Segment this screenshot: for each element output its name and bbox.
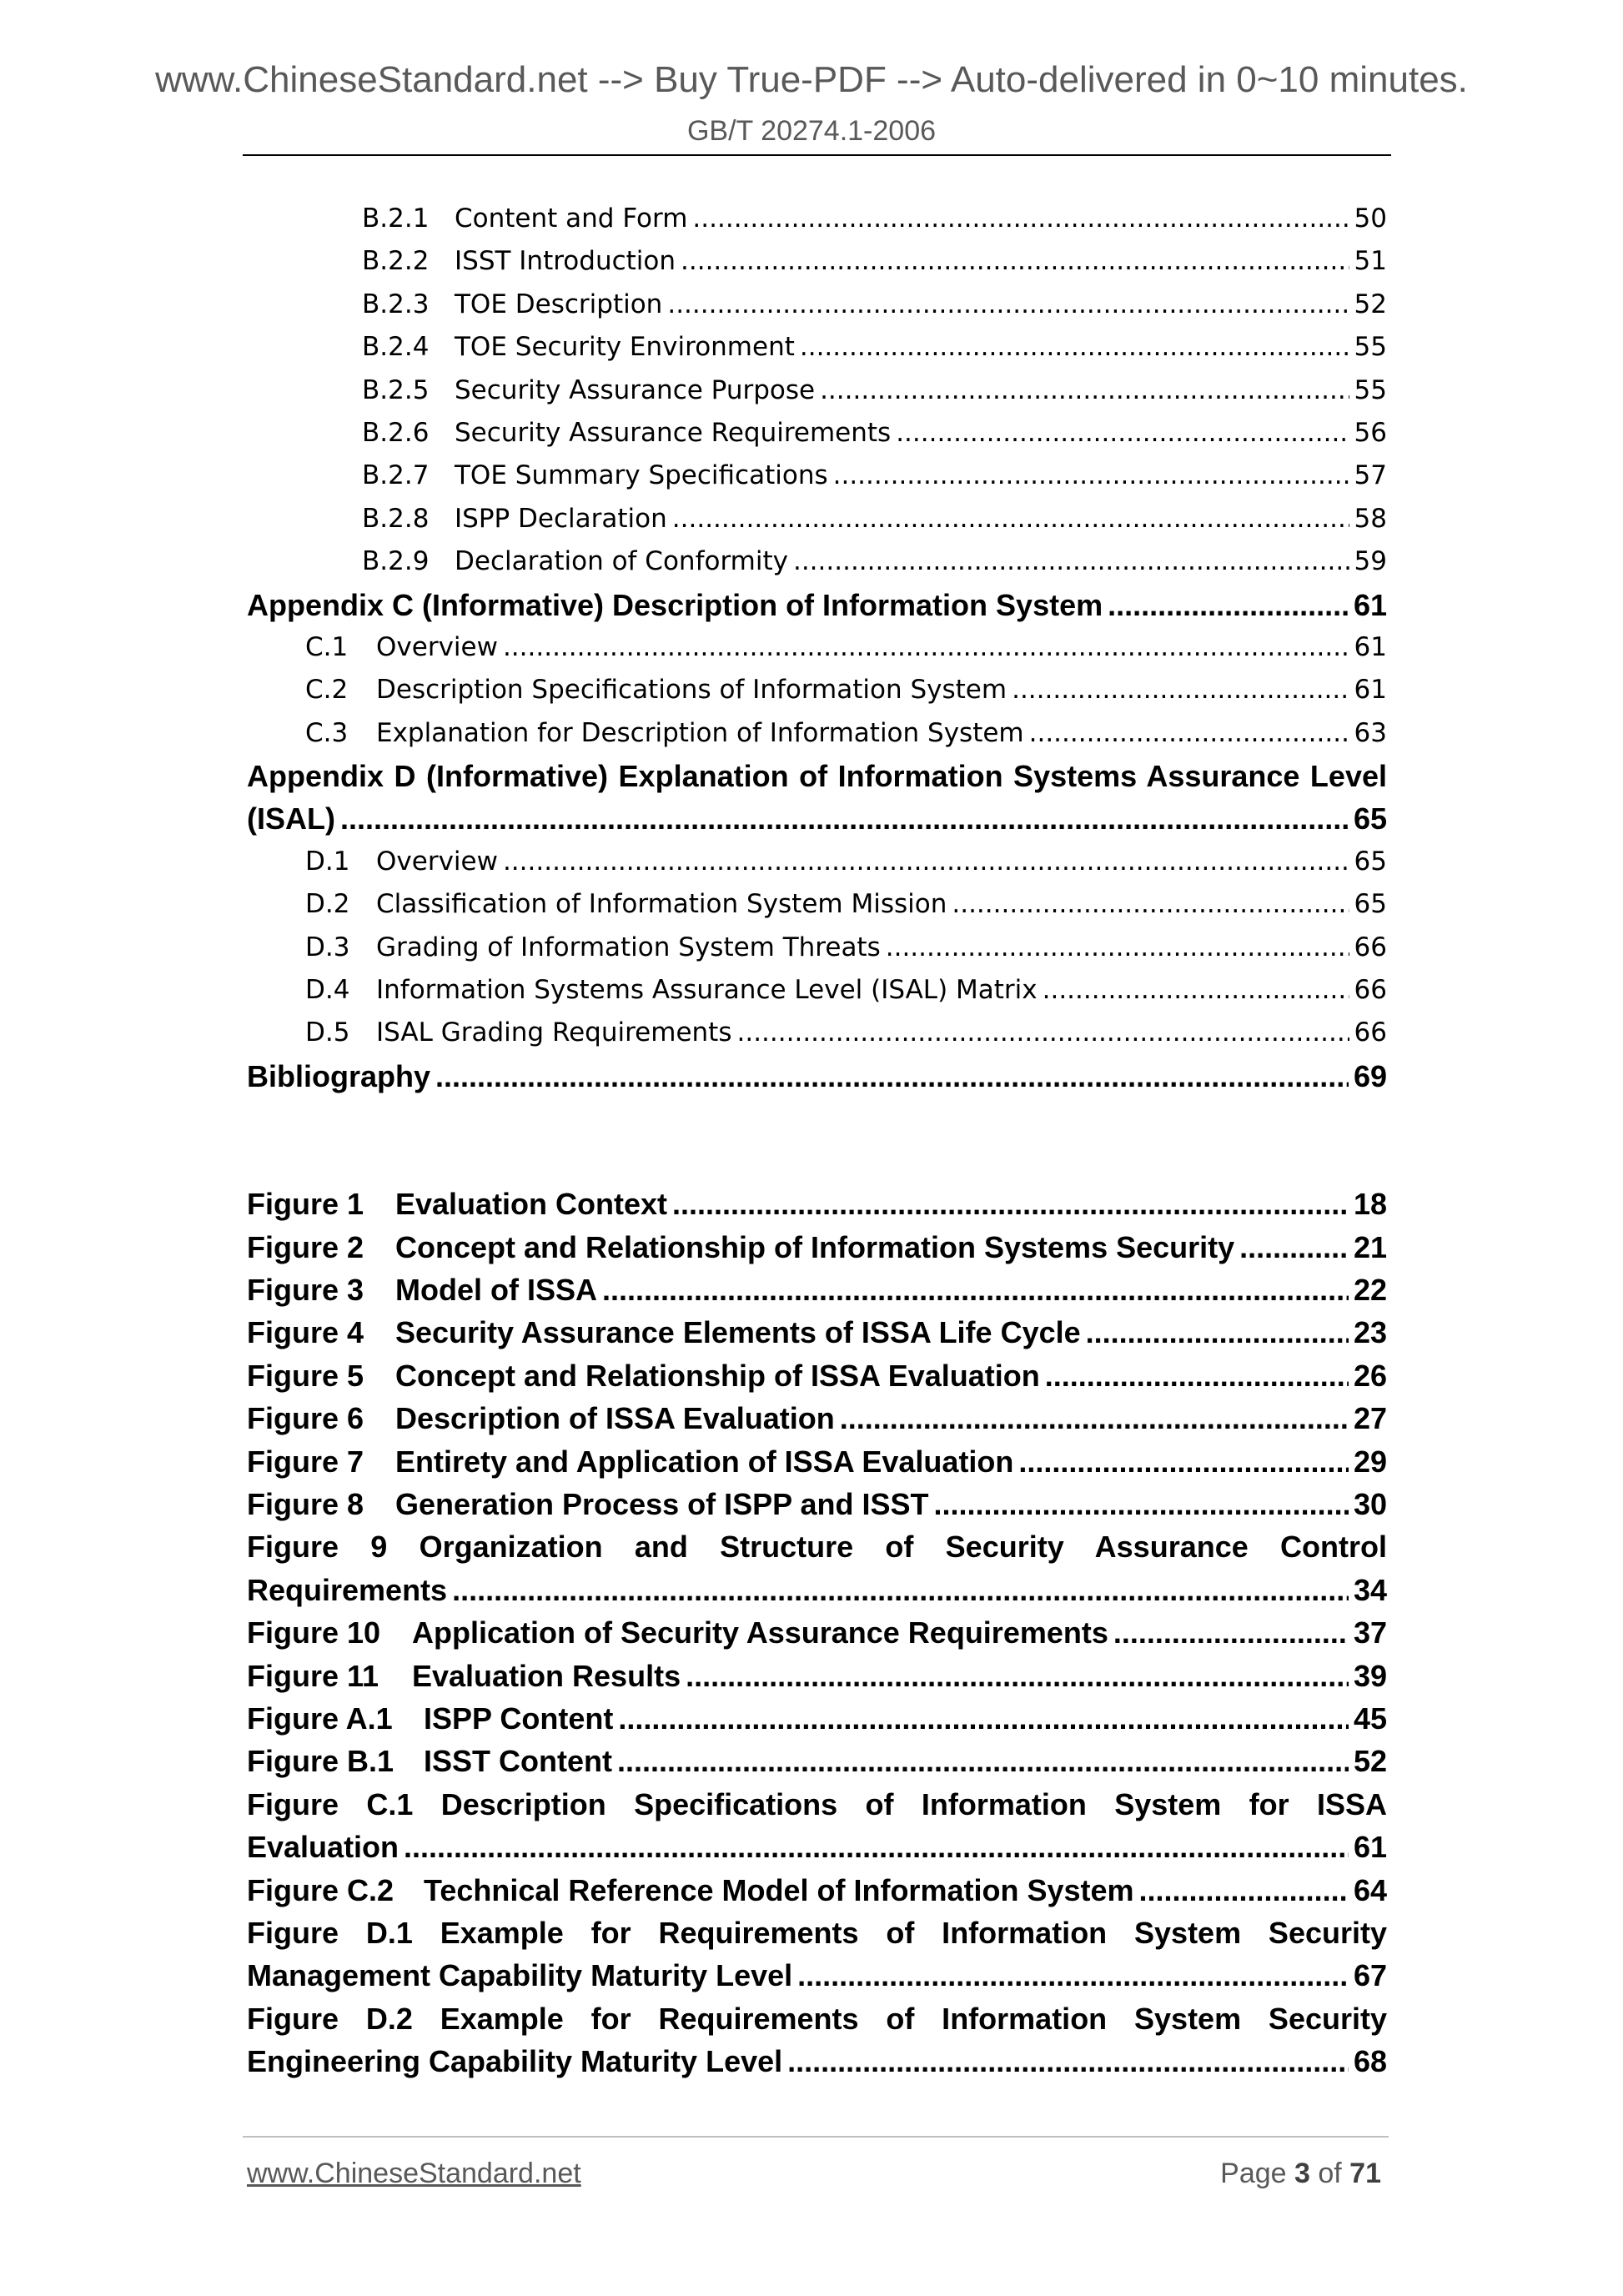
toc-entry-number: B.2.9 xyxy=(362,546,430,577)
leader-dots xyxy=(787,2040,1349,2082)
figure-title: Generation Process of ISPP and ISST xyxy=(395,1486,929,1521)
toc-entry[interactable] xyxy=(247,927,1387,969)
toc-entry-title: Bibliography xyxy=(247,1058,431,1093)
figure-entry[interactable] xyxy=(247,1226,1387,1269)
toc-entry-title: Information Systems Assurance Level (ISAL) Matrix xyxy=(376,975,1038,1006)
figure-label: Figure 3 xyxy=(247,1273,364,1308)
leader-dots xyxy=(800,326,1349,369)
toc-entry-title: Appendix C (Informative) Description of Information System xyxy=(247,587,1103,622)
page-prefix: Page xyxy=(1220,2158,1294,2189)
figure-page: 30 xyxy=(1353,1486,1387,1521)
toc-entry[interactable] xyxy=(247,1012,1387,1054)
leader-dots xyxy=(1239,1226,1349,1269)
figure-title: Concept and Relationship of Information Systems Security xyxy=(395,1229,1235,1264)
toc-entry-number: B.2.1 xyxy=(362,203,430,234)
toc-entry-title: ISPP Declaration xyxy=(455,503,667,534)
figure-title: Technical Reference Model of Information System xyxy=(424,1872,1134,1907)
figure-entry[interactable] xyxy=(247,1483,1387,1525)
toc-entry[interactable] xyxy=(247,198,1387,240)
leader-dots xyxy=(602,1269,1349,1311)
leader-dots xyxy=(617,1740,1349,1782)
toc-entry[interactable] xyxy=(247,284,1387,326)
leader-dots xyxy=(833,455,1349,497)
toc-entry-page: 52 xyxy=(1354,289,1387,319)
figure-label: Figure C.2 xyxy=(247,1872,394,1907)
figure-label: Figure 11 xyxy=(247,1658,379,1693)
figure-label: Figure A.1 xyxy=(247,1701,393,1736)
leader-dots xyxy=(340,797,1349,840)
footer-site-link[interactable]: www.ChineseStandard.net xyxy=(247,2158,581,2189)
leader-dots xyxy=(1086,1311,1349,1354)
figure-title: Figure D.1 Example for Requirements of Information System Security xyxy=(247,1915,1387,1950)
toc-entry-title: Content and Form xyxy=(455,203,688,234)
leader-dots xyxy=(672,498,1349,540)
figure-title-cont: Requirements xyxy=(247,1572,448,1607)
figure-title: Figure C.1 Description Specifications of Information System for ISSA xyxy=(247,1786,1387,1821)
figure-page: 22 xyxy=(1353,1273,1387,1308)
toc-entry-page: 57 xyxy=(1354,460,1387,491)
figure-title: Figure D.2 Example for Requirements of Information System Security xyxy=(247,2001,1387,2036)
toc-appendix-c[interactable] xyxy=(247,584,1387,626)
figure-title: Security Assurance Elements of ISSA Life Cycle xyxy=(395,1315,1081,1350)
figure-title-cont: Engineering Capability Maturity Level xyxy=(247,2044,783,2079)
leader-dots xyxy=(1018,1440,1349,1483)
toc-entry[interactable] xyxy=(247,326,1387,369)
leader-dots xyxy=(1045,1354,1349,1397)
leader-dots xyxy=(952,883,1349,926)
leader-dots xyxy=(672,1183,1349,1225)
figure-page: 21 xyxy=(1353,1229,1387,1264)
toc-entry-page: 66 xyxy=(1354,1017,1387,1048)
toc-entry[interactable] xyxy=(247,669,1387,711)
figure-page: 68 xyxy=(1353,2044,1387,2079)
figure-page: 61 xyxy=(1353,1830,1387,1865)
toc-entry[interactable] xyxy=(247,498,1387,540)
toc-entry[interactable] xyxy=(247,412,1387,455)
toc-entry-number: D.1 xyxy=(305,846,350,877)
toc-entry[interactable] xyxy=(247,883,1387,926)
figure-page: 23 xyxy=(1353,1315,1387,1350)
toc-entry-page: 50 xyxy=(1354,203,1387,234)
toc-entry-number: B.2.5 xyxy=(362,374,430,405)
toc-entry-number: C.2 xyxy=(305,675,349,706)
page-total: 71 xyxy=(1349,2158,1381,2189)
toc-entry-page: 61 xyxy=(1354,631,1387,662)
table-of-contents xyxy=(247,198,1387,2083)
figure-entry[interactable] xyxy=(247,1655,1387,1697)
leader-dots xyxy=(1029,712,1349,755)
figure-label: Figure B.1 xyxy=(247,1744,394,1779)
figure-title: Application of Security Assurance Requirements xyxy=(412,1615,1108,1650)
toc-entry-title: Grading of Information System Threats xyxy=(376,932,881,962)
figure-label: Figure 6 xyxy=(247,1401,364,1436)
figure-entry-9[interactable] xyxy=(247,1525,1387,1611)
toc-entry-title: ISAL Grading Requirements xyxy=(376,1017,732,1048)
toc-entry-page: 65 xyxy=(1354,889,1387,920)
figure-title: Evaluation Results xyxy=(412,1658,681,1693)
figure-entry[interactable] xyxy=(247,1611,1387,1654)
figure-entry[interactable] xyxy=(247,1311,1387,1354)
toc-entry-number: B.2.6 xyxy=(362,417,430,448)
figure-label: Figure 10 xyxy=(247,1615,381,1650)
toc-entry-title: Classification of Information System Mission xyxy=(376,889,947,920)
toc-entry-page: 63 xyxy=(1354,717,1387,748)
leader-dots xyxy=(840,1397,1349,1439)
toc-entry-page: 65 xyxy=(1354,846,1387,877)
toc-entry[interactable] xyxy=(247,455,1387,497)
leader-dots xyxy=(886,927,1349,969)
figure-page: 64 xyxy=(1353,1872,1387,1907)
leader-dots xyxy=(435,1055,1349,1098)
figure-page: 18 xyxy=(1353,1187,1387,1222)
toc-entry-number: B.2.7 xyxy=(362,460,430,491)
figure-page: 27 xyxy=(1353,1401,1387,1436)
figure-entry[interactable] xyxy=(247,1697,1387,1740)
leader-dots xyxy=(503,626,1349,669)
leader-dots xyxy=(797,1954,1349,1997)
figure-title: Description of ISSA Evaluation xyxy=(395,1401,835,1436)
toc-entry-number: B.2.3 xyxy=(362,289,430,319)
toc-entry-title: TOE Summary Specifications xyxy=(455,460,828,491)
figure-page: 67 xyxy=(1353,1958,1387,1993)
leader-dots xyxy=(820,369,1349,412)
toc-entry[interactable] xyxy=(247,969,1387,1012)
figure-entry[interactable] xyxy=(247,1397,1387,1439)
figure-label: Figure 4 xyxy=(247,1315,364,1350)
toc-entry-title: Description Specifications of Information System xyxy=(376,675,1007,706)
toc-entry[interactable] xyxy=(247,841,1387,883)
figure-entry-d2[interactable] xyxy=(247,1997,1387,2083)
figure-title: Figure 9 Organization and Structure of Security Assurance Control xyxy=(247,1530,1387,1565)
leader-dots xyxy=(667,284,1349,326)
leader-dots xyxy=(404,1826,1349,1868)
figure-label: Figure 2 xyxy=(247,1229,364,1264)
figure-title: Evaluation Context xyxy=(395,1187,668,1222)
toc-entry[interactable] xyxy=(247,626,1387,669)
toc-entry-number: B.2.4 xyxy=(362,332,430,363)
figure-page: 39 xyxy=(1353,1658,1387,1693)
leader-dots xyxy=(681,240,1349,283)
figure-page: 29 xyxy=(1353,1444,1387,1479)
figure-title: Concept and Relationship of ISSA Evaluation xyxy=(395,1358,1040,1393)
toc-entry-page: 66 xyxy=(1354,975,1387,1006)
standard-number: GB/T 20274.1-2006 xyxy=(686,115,937,147)
header-rule xyxy=(243,154,1391,156)
toc-entry-page: 65 xyxy=(1353,801,1387,837)
figure-page: 52 xyxy=(1353,1744,1387,1779)
leader-dots xyxy=(618,1697,1349,1740)
figure-title-cont: Evaluation xyxy=(247,1830,399,1865)
figure-title: Model of ISSA xyxy=(395,1273,597,1308)
toc-entry-page: 55 xyxy=(1354,332,1387,363)
leader-dots xyxy=(1139,1869,1349,1912)
toc-entry-title-cont: (ISAL) xyxy=(247,801,335,837)
figure-page: 45 xyxy=(1353,1701,1387,1736)
toc-entry-number: C.3 xyxy=(305,717,349,748)
figure-label: Figure 1 xyxy=(247,1187,364,1222)
figure-page: 34 xyxy=(1353,1572,1387,1607)
toc-entry-number: D.5 xyxy=(305,1017,350,1048)
leader-dots xyxy=(686,1655,1349,1697)
toc-entry-page: 55 xyxy=(1354,374,1387,405)
toc-entry-title: Security Assurance Requirements xyxy=(455,417,892,448)
toc-entry-page: 69 xyxy=(1353,1058,1387,1093)
toc-entry-number: C.1 xyxy=(305,631,349,662)
leader-dots xyxy=(793,540,1349,583)
leader-dots xyxy=(1043,969,1349,1012)
leader-dots xyxy=(736,1012,1349,1054)
figure-label: Figure 7 xyxy=(247,1444,364,1479)
figure-entry[interactable] xyxy=(247,1740,1387,1782)
toc-entry-title: Explanation for Description of Information System xyxy=(376,717,1024,748)
leader-dots xyxy=(1108,584,1349,626)
figure-label: Figure 5 xyxy=(247,1358,364,1393)
toc-entry-page: 66 xyxy=(1354,932,1387,962)
figure-entry-d1[interactable] xyxy=(247,1912,1387,1997)
figure-title: ISPP Content xyxy=(424,1701,614,1736)
toc-entry-number: D.3 xyxy=(305,932,350,962)
toc-entry-number: B.2.2 xyxy=(362,246,430,277)
figure-entry[interactable] xyxy=(247,1440,1387,1483)
page-indicator xyxy=(1220,2158,1381,2190)
toc-entry-number: B.2.8 xyxy=(362,503,430,534)
figure-entry[interactable] xyxy=(247,1269,1387,1311)
toc-entry-page: 56 xyxy=(1354,417,1387,448)
figure-page: 26 xyxy=(1353,1358,1387,1393)
figure-label: Figure 8 xyxy=(247,1486,364,1521)
figure-entry[interactable] xyxy=(247,1869,1387,1912)
toc-entry-page: 59 xyxy=(1354,546,1387,577)
toc-entry-title: Security Assurance Purpose xyxy=(455,374,816,405)
toc-entry-title: TOE Description xyxy=(455,289,663,319)
footer-rule xyxy=(243,2136,1389,2138)
toc-entry-title: TOE Security Environment xyxy=(455,332,795,363)
leader-dots xyxy=(452,1569,1349,1611)
leader-dots xyxy=(896,412,1349,455)
toc-entry-number: D.4 xyxy=(305,975,350,1006)
toc-entry[interactable] xyxy=(247,540,1387,583)
figure-title: Entirety and Application of ISSA Evaluation xyxy=(395,1444,1014,1479)
leader-dots xyxy=(934,1483,1349,1525)
toc-entry-number: D.2 xyxy=(305,889,350,920)
toc-entry[interactable] xyxy=(247,369,1387,412)
toc-entry-page: 61 xyxy=(1354,675,1387,706)
page-of: of xyxy=(1309,2158,1350,2189)
figure-entry-c1[interactable] xyxy=(247,1783,1387,1869)
leader-dots xyxy=(692,198,1349,240)
toc-entry-title: Appendix D (Informative) Explanation of Information Systems Assurance Level xyxy=(247,759,1387,794)
figure-title: ISST Content xyxy=(424,1744,612,1779)
toc-entry-title: Overview xyxy=(376,846,498,877)
leader-dots xyxy=(1113,1611,1349,1654)
toc-entry-page: 58 xyxy=(1354,503,1387,534)
toc-entry-page: 51 xyxy=(1354,246,1387,277)
figure-entry[interactable] xyxy=(247,1354,1387,1397)
toc-entry[interactable] xyxy=(247,712,1387,755)
toc-entry-title: Overview xyxy=(376,631,498,662)
header-banner: www.ChineseStandard.net --> Buy True-PDF --> Auto-delivered in 0~10 minutes. xyxy=(155,59,1468,100)
leader-dots xyxy=(1012,669,1349,711)
leader-dots xyxy=(503,841,1349,883)
figure-entry[interactable] xyxy=(247,1183,1387,1225)
figure-title-cont: Management Capability Maturity Level xyxy=(247,1958,793,1993)
toc-entry[interactable] xyxy=(247,240,1387,283)
spacer xyxy=(247,1098,1387,1183)
toc-appendix-d[interactable] xyxy=(247,755,1387,841)
toc-entry-title: Declaration of Conformity xyxy=(455,546,788,577)
toc-bibliography[interactable] xyxy=(247,1055,1387,1098)
toc-entry-page: 61 xyxy=(1353,587,1387,622)
page-current: 3 xyxy=(1294,2158,1310,2189)
figure-page: 37 xyxy=(1353,1615,1387,1650)
toc-entry-title: ISST Introduction xyxy=(455,246,676,277)
